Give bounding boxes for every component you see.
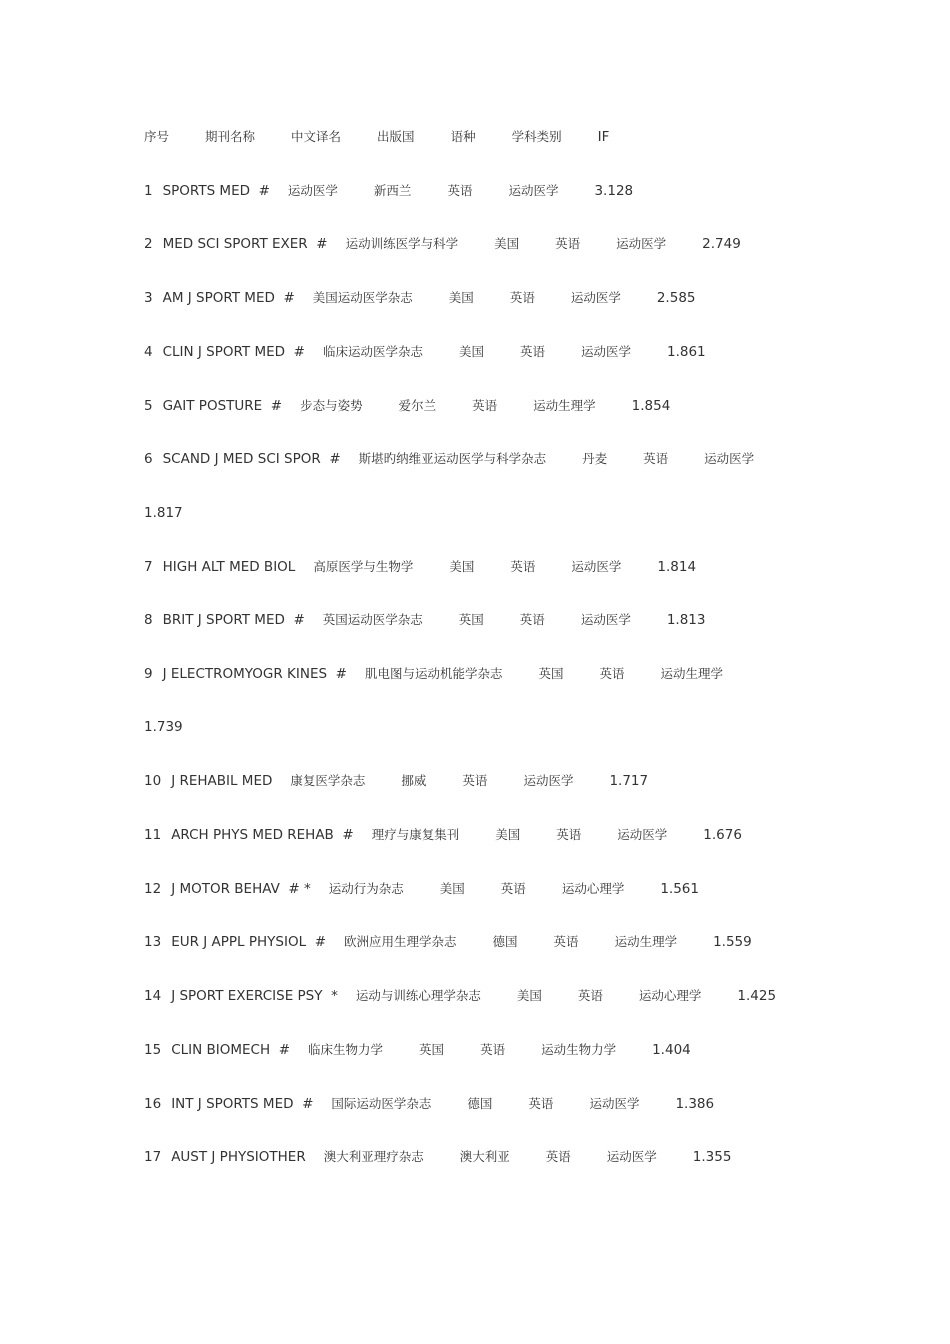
language: 英语 (509, 290, 535, 305)
header-language: 语种 (450, 129, 476, 144)
journal-name: ARCH PHYS MED REHAB # (171, 827, 354, 843)
row-number: 4 (144, 344, 153, 360)
category: 运动医学 (704, 451, 755, 466)
table-row-continuation (144, 503, 183, 523)
chinese-name: 肌电图与运动机能学杂志 (364, 666, 503, 681)
table-row (144, 342, 706, 362)
row-number: 9 (144, 666, 153, 682)
category: 运动生物力学 (541, 1042, 617, 1057)
category: 运动医学 (570, 290, 621, 305)
header-journal: 期刊名称 (205, 129, 256, 144)
header-chinese-name: 中文译名 (291, 129, 342, 144)
impact-factor: 1.814 (657, 559, 697, 575)
row-number: 1 (144, 183, 153, 199)
row-number: 2 (144, 236, 153, 252)
country: 美国 (448, 290, 474, 305)
chinese-name: 欧洲应用生理学杂志 (344, 934, 457, 949)
language: 英语 (553, 934, 579, 949)
header-category: 学科类别 (511, 129, 562, 144)
impact-factor: 2.585 (656, 290, 696, 306)
impact-factor: 1.355 (692, 1149, 732, 1165)
header-if: IF (597, 129, 610, 145)
country: 澳大利亚 (459, 1149, 510, 1164)
table-row (144, 288, 696, 308)
row-number: 13 (144, 934, 162, 950)
impact-factor: 1.404 (652, 1042, 691, 1058)
language: 英语 (555, 236, 581, 251)
journal-name: SCAND J MED SCI SPOR # (162, 451, 341, 467)
impact-factor: 1.813 (666, 612, 706, 628)
impact-factor: 1.559 (713, 934, 752, 950)
table-row (144, 986, 776, 1006)
category: 运动医学 (606, 1149, 657, 1164)
category: 运动医学 (617, 827, 668, 842)
language: 英语 (510, 559, 536, 574)
language: 英语 (472, 398, 498, 413)
table-row (144, 1147, 731, 1167)
chinese-name: 临床生物力学 (308, 1042, 384, 1057)
impact-factor: 1.861 (667, 344, 706, 360)
chinese-name: 运动行为杂志 (328, 881, 404, 896)
chinese-name: 英国运动医学杂志 (322, 612, 423, 627)
impact-factor: 1.386 (675, 1096, 715, 1112)
country: 新西兰 (373, 183, 412, 198)
chinese-name: 美国运动医学杂志 (312, 290, 413, 305)
language: 英语 (447, 183, 473, 198)
row-number: 12 (144, 881, 162, 897)
category: 运动医学 (616, 236, 667, 251)
row-number: 5 (144, 398, 153, 414)
table-row (144, 1040, 691, 1060)
row-number: 10 (144, 773, 162, 789)
language: 英语 (519, 344, 545, 359)
row-number: 16 (144, 1096, 162, 1112)
row-number: 8 (144, 612, 153, 628)
category: 运动心理学 (561, 881, 625, 896)
journal-name: HIGH ALT MED BIOL (162, 559, 296, 575)
chinese-name: 高原医学与生物学 (313, 559, 414, 574)
journal-name: J ELECTROMYOGR KINES # (162, 666, 347, 682)
language: 英语 (500, 881, 526, 896)
journal-name: J SPORT EXERCISE PSY * (171, 988, 338, 1004)
impact-factor: 1.425 (737, 988, 777, 1004)
category: 运动医学 (571, 559, 622, 574)
language: 英语 (519, 612, 545, 627)
journal-name: BRIT J SPORT MED # (162, 612, 305, 628)
chinese-name: 运动与训练心理学杂志 (355, 988, 481, 1003)
language: 英语 (480, 1042, 506, 1057)
country: 德国 (467, 1096, 493, 1111)
country: 英国 (458, 612, 484, 627)
journal-name: SPORTS MED # (162, 183, 270, 199)
language: 英语 (462, 773, 488, 788)
country: 挪威 (401, 773, 427, 788)
table-header (144, 127, 609, 147)
country: 英国 (419, 1042, 445, 1057)
country: 美国 (449, 559, 475, 574)
chinese-name: 理疗与康复集刊 (371, 827, 460, 842)
country: 丹麦 (582, 451, 608, 466)
header-country: 出版国 (377, 129, 415, 144)
row-number: 6 (144, 451, 153, 467)
table-row (144, 664, 723, 684)
table-row (144, 449, 754, 469)
chinese-name: 澳大利亚理疗杂志 (323, 1149, 424, 1164)
impact-factor: 2.749 (702, 236, 741, 252)
row-number: 3 (144, 290, 153, 306)
table-row (144, 557, 696, 577)
language: 英语 (643, 451, 669, 466)
category: 运动生理学 (533, 398, 596, 413)
impact-factor: 3.128 (594, 183, 634, 199)
chinese-name: 斯堪旳纳维亚运动医学与科学杂志 (358, 451, 547, 466)
category: 运动医学 (580, 612, 631, 627)
row-number: 17 (144, 1149, 162, 1165)
language: 英语 (545, 1149, 571, 1164)
journal-name: J REHABIL MED (171, 773, 273, 789)
impact-factor: 1.561 (660, 881, 699, 897)
journal-name: INT J SPORTS MED # (171, 1096, 314, 1112)
country: 德国 (492, 934, 518, 949)
row-number: 14 (144, 988, 162, 1004)
journal-name: MED SCI SPORT EXER # (162, 236, 328, 252)
category: 运动心理学 (638, 988, 702, 1003)
country: 美国 (458, 344, 484, 359)
category: 运动生理学 (660, 666, 724, 681)
row-number: 15 (144, 1042, 162, 1058)
row-number: 11 (144, 827, 162, 843)
table-row (144, 234, 741, 254)
table-row (144, 825, 742, 845)
country: 爱尔兰 (398, 398, 437, 413)
row-number: 7 (144, 559, 153, 575)
table-row (144, 932, 752, 952)
table-row-continuation (144, 717, 183, 737)
chinese-name: 康复医学杂志 (290, 773, 366, 788)
category: 运动医学 (580, 344, 631, 359)
journal-name: EUR J APPL PHYSIOL # (171, 934, 327, 950)
country: 美国 (439, 881, 465, 896)
country: 英国 (538, 666, 564, 681)
category: 运动医学 (508, 183, 559, 198)
impact-factor: 1.717 (609, 773, 649, 789)
impact-factor: 1.739 (144, 719, 183, 735)
impact-factor: 1.817 (144, 505, 183, 521)
country: 美国 (495, 827, 521, 842)
table-row (144, 181, 633, 201)
country: 美国 (494, 236, 520, 251)
table-row (144, 879, 699, 899)
chinese-name: 步态与姿势 (300, 398, 363, 413)
journal-name: AM J SPORT MED # (162, 290, 295, 306)
journal-name: CLIN BIOMECH # (171, 1042, 291, 1058)
language: 英语 (577, 988, 603, 1003)
table-row (144, 396, 670, 416)
impact-factor: 1.854 (631, 398, 671, 414)
journal-name: CLIN J SPORT MED # (162, 344, 305, 360)
language: 英语 (556, 827, 582, 842)
chinese-name: 国际运动医学杂志 (331, 1096, 432, 1111)
chinese-name: 运动训练医学与科学 (345, 236, 459, 251)
chinese-name: 临床运动医学杂志 (322, 344, 423, 359)
table-row (144, 1094, 714, 1114)
impact-factor: 1.676 (703, 827, 742, 843)
table-row (144, 610, 705, 630)
country: 美国 (516, 988, 542, 1003)
table-row (144, 771, 648, 791)
language: 英语 (599, 666, 625, 681)
language: 英语 (528, 1096, 554, 1111)
journal-name: J MOTOR BEHAV # * (171, 881, 311, 897)
chinese-name: 运动医学 (287, 183, 338, 198)
category: 运动医学 (523, 773, 574, 788)
category: 运动生理学 (614, 934, 678, 949)
journal-name: GAIT POSTURE # (162, 398, 283, 414)
journal-name: AUST J PHYSIOTHER (171, 1149, 306, 1165)
header-index: 序号 (144, 129, 170, 144)
category: 运动医学 (589, 1096, 640, 1111)
